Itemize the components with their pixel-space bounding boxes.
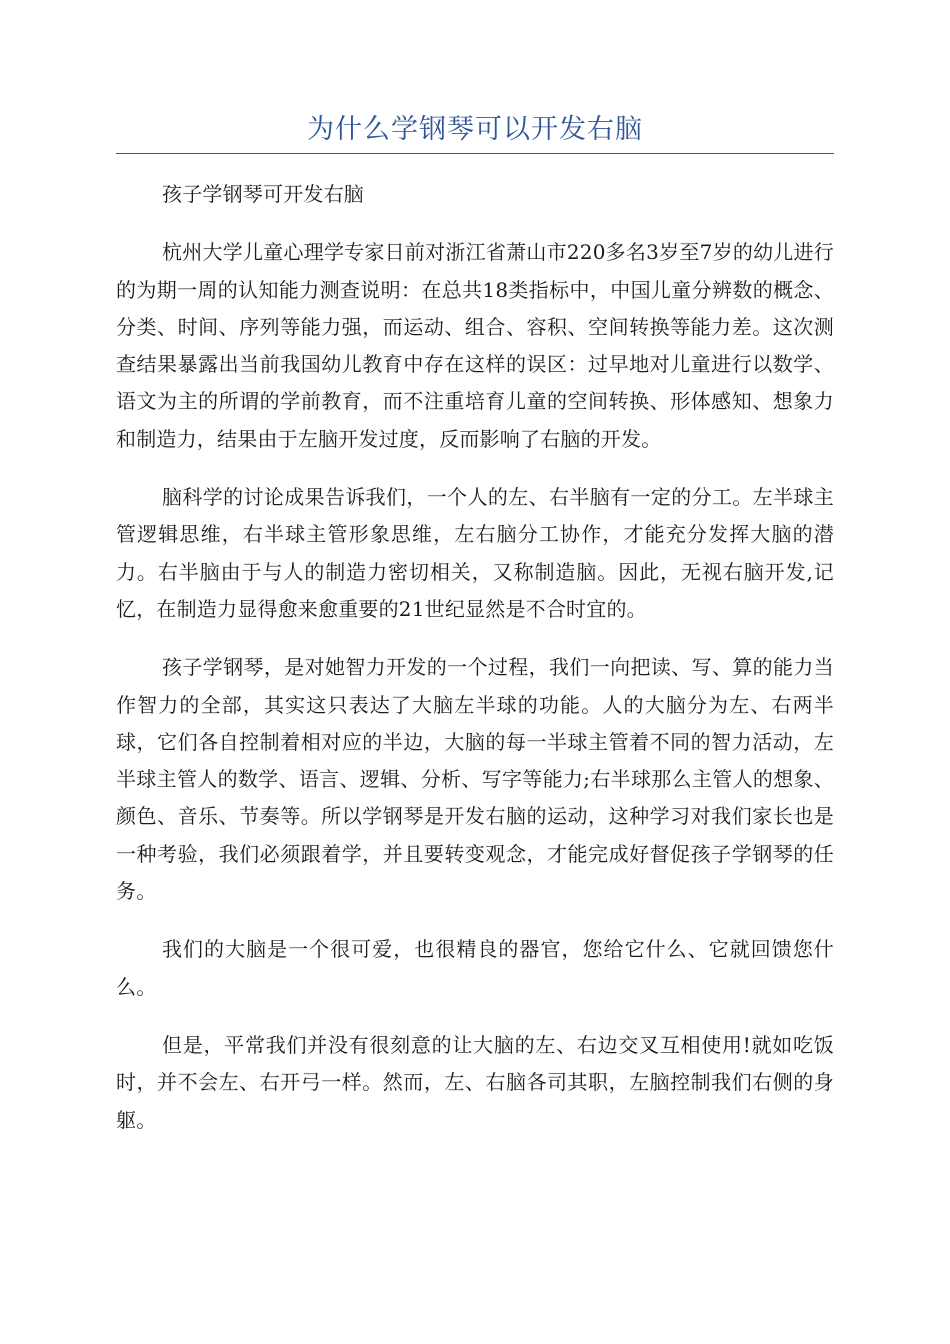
document-body: [116, 176, 834, 1160]
paragraph: 孩子学钢琴，是对她智力开发的一个过程，我们一向把读、写、算的能力当作智力的全部，其实这只表达了大脑左半球的功能。人的大脑分为左、右两半球，它们各自控制着相对应的半边，大脑的每一半球主管着不同的智力活动，左半球主管人的数学、语言、逻辑、分析、写字等能力;右半球那么主管人的想象、颜色、音乐、节奏等。所以学钢琴是开发右脑的运动，这种学习对我们家长也是一种考验，我们必须跟着学，并且要转变观念，才能完成好督促孩子学钢琴的任务。: [116, 655, 834, 904]
paragraph-subtitle: 孩子学钢琴可开发右脑: [162, 182, 364, 206]
paragraph: 脑科学的讨论成果告诉我们，一个人的左、右半脑有一定的分工。左半球主管逻辑思维，右半球主管形象思维，左右脑分工协作，才能充分发挥大脑的潜力。右半脑由于与人的制造力密切相关，又称制造脑。因此，无视右脑开发,记忆，在制造力显得愈来愈重要的21世纪显然是不合时宜的。: [116, 485, 834, 621]
paragraph: 我们的大脑是一个很可爱，也很精良的器官，您给它什么、它就回馈您什么。: [116, 937, 834, 999]
paragraph: 杭州大学儿童心理学专家日前对浙江省萧山市220多名3岁至7岁的幼儿进行的为期一周的认知能力测查说明：在总共18类指标中，中国儿童分辨数的概念、分类、时间、序列等能力强，而运动、组合、容积、空间转换等能力差。这次测查结果暴露出当前我国幼儿教育中存在这样的误区：过早地对儿童进行以数学、语文为主的所谓的学前教育，而不注重培育儿童的空间转换、形体感知、想象力和制造力，结果由于左脑开发过度，反而影响了右脑的开发。: [116, 240, 834, 451]
page-title: 为什么学钢琴可以开发右脑: [307, 114, 643, 145]
title-underline: [116, 153, 834, 154]
paragraph: 但是，平常我们并没有很刻意的让大脑的左、右边交叉互相使用!就如吃饭时，并不会左、右开弓一样。然而，左、右脑各司其职，左脑控制我们右侧的身躯。: [116, 1032, 834, 1132]
